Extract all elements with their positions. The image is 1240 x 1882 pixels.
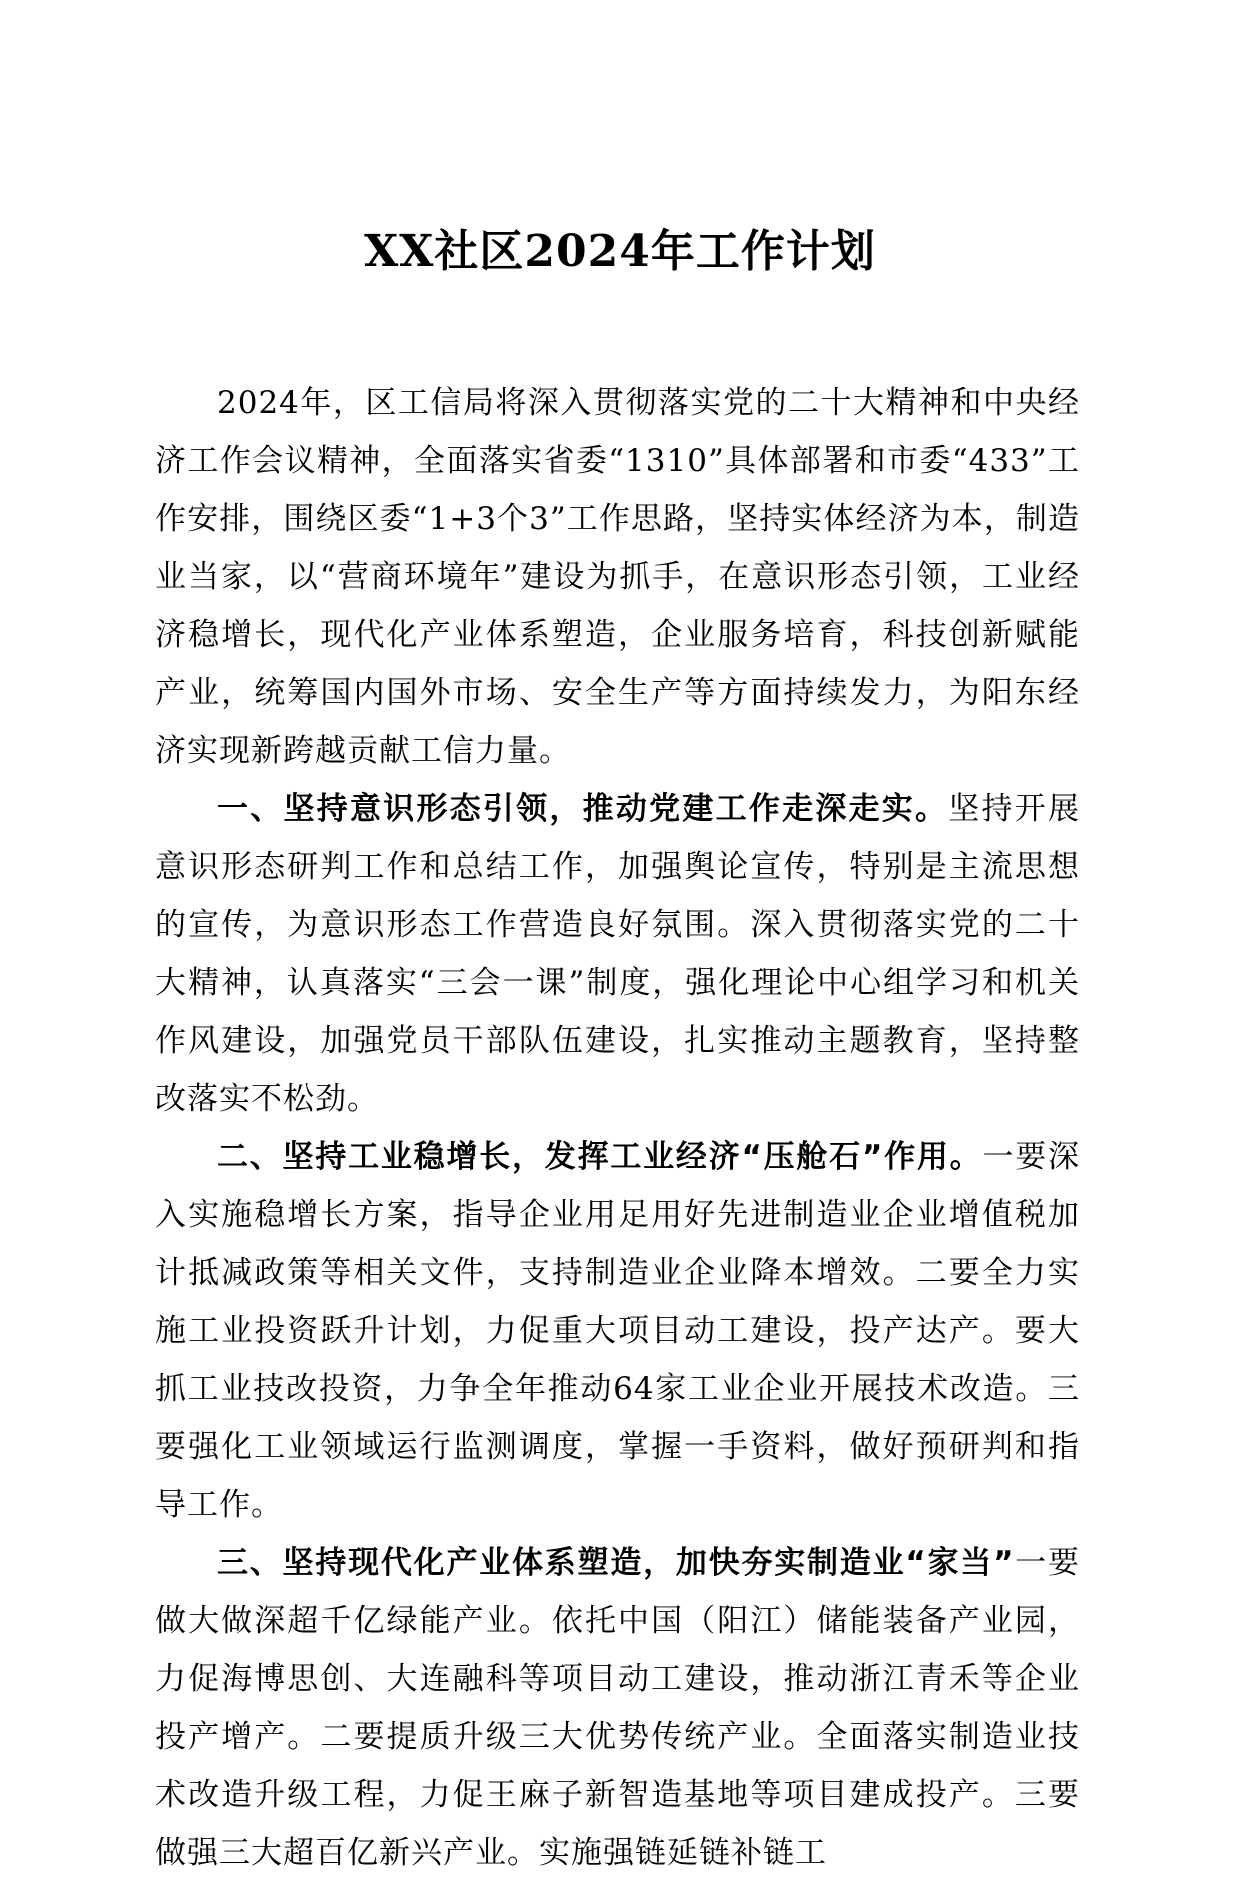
intro-paragraph bbox=[155, 374, 1080, 780]
section-3-heading: 三、坚持现代化产业体系塑造，加快夯实制造业“家当” bbox=[217, 1545, 1015, 1581]
section-2-text: 一要深入实施稳增长方案，指导企业用足用好先进制造业企业增值税加计抵减政策等相关文件，支持制造业企业降本增效。二要全力实施工业投资跃升计划，力促重大项目动工建设，投产达产。要大抓工业技改投资，力争全年推动64家工业企业开展技术改造。三要强化工业领域运行监测调度，掌握一手资料，做好预研判和指导工作。 bbox=[155, 1139, 1081, 1523]
section-3-paragraph bbox=[155, 1534, 1080, 1882]
intro-paragraph-text: 2024年，区工信局将深入贯彻落实党的二十大精神和中央经济工作会议精神，全面落实省委“1310”具体部署和市委“433”工作安排，围绕区委“1+3个3”工作思路，坚持实体经济为本，制造业当家，以“营商环境年”建设为抓手，在意识形态引领，工业经济稳增长，现代化产业体系塑造，企业服务培育，科技创新赋能产业，统筹国内国外市场、安全生产等方面持续发力，为阳东经济实现新跨越贡献工信力量。 bbox=[155, 385, 1080, 769]
section-2-paragraph bbox=[155, 1128, 1080, 1534]
section-2-heading: 二、坚持工业稳增长，发挥工业经济“压舱石”作用。 bbox=[217, 1139, 983, 1175]
document-title: XX社区2024年工作计划 bbox=[364, 226, 876, 277]
section-3-text: 一要做大做深超千亿绿能产业。依托中国（阳江）储能装备产业园，力促海博思创、大连融科等项目动工建设，推动浙江青禾等企业投产增产。二要提质升级三大优势传统产业。全面落实制造业技术改造升级工程，力促王麻子新智造基地等项目建成投产。三要做强三大超百亿新兴产业。实施强链延链补链工 bbox=[155, 1545, 1081, 1871]
document-body bbox=[155, 374, 1080, 1882]
section-1-text: 坚持开展意识形态研判工作和总结工作，加强舆论宣传，特别是主流思想的宣传，为意识形态工作营造良好氛围。深入贯彻落实党的二十大精神，认真落实“三会一课”制度，强化理论中心组学习和机关作风建设，加强党员干部队伍建设，扎实推动主题教育，坚持整改落实不松劲。 bbox=[155, 791, 1081, 1117]
section-1-paragraph bbox=[155, 780, 1080, 1128]
section-1-heading: 一、坚持意识形态引领，推动党建工作走深走实。 bbox=[217, 791, 949, 827]
